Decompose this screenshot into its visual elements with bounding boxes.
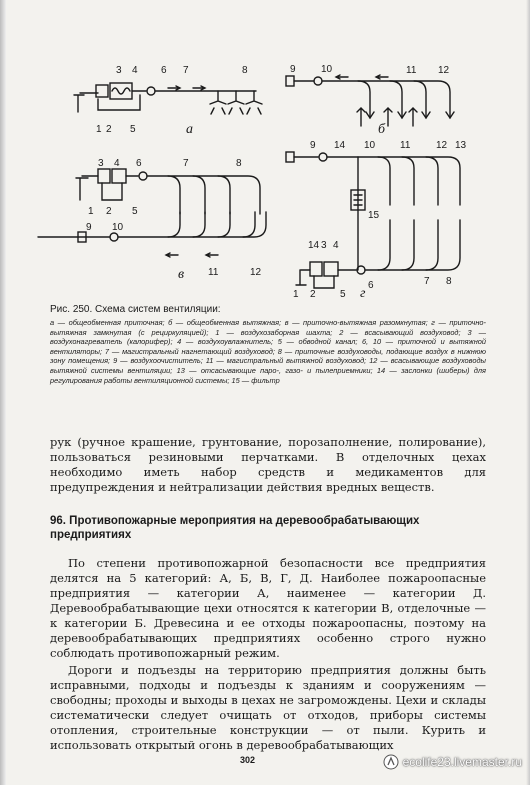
ventilation-schematic-figure: [18, 0, 523, 300]
fig-label: 11: [406, 65, 417, 76]
fig-label: 2: [310, 289, 316, 300]
fig-label: 12: [436, 140, 448, 151]
paragraph: Дороги и подъезды на территорию предприятия должны быть исправными, подходы и подъезды к зданиям и сооружениям — свободны; проходы и выходы в цехах не загромождены. Цехи и склады систематически следует очищать от отходов, приборы системы отопления, строительные конструкции — от пыли. Курить и использовать открытый огонь в деревообрабатывающих: [50, 663, 486, 752]
section-body: [50, 556, 486, 753]
fig-label: 9: [310, 140, 316, 151]
fig-label: 8: [236, 158, 242, 169]
fig-label: 1: [293, 289, 299, 300]
fig-label: 3: [116, 65, 122, 76]
fig-label: 3: [321, 240, 327, 251]
fig-label: 1: [96, 124, 102, 135]
panel-letter-b: б: [378, 122, 386, 137]
fig-label: 5: [132, 206, 138, 217]
watermark: [383, 754, 522, 770]
fig-label: 8: [242, 65, 248, 76]
fig-label: 13: [455, 140, 467, 151]
fig-label: 7: [183, 65, 189, 76]
fig-label: 10: [112, 222, 124, 233]
fig-label: 1: [88, 206, 94, 217]
fig-label: 12: [438, 65, 450, 76]
fig-label: 10: [321, 64, 333, 75]
livemaster-logo-icon: [383, 754, 399, 770]
fig-label: 9: [290, 64, 296, 75]
fig-label: 6: [368, 280, 374, 291]
panel-letter-v: в: [178, 267, 185, 282]
panel-v-diagram: [38, 169, 266, 257]
fig-label: 4: [132, 65, 138, 76]
page-left-shadow: [0, 0, 6, 785]
figure-caption: [50, 303, 486, 385]
fig-label: 6: [161, 65, 167, 76]
caption-title: Рис. 250. Схема систем вентиляции:: [50, 304, 221, 315]
fig-label: 4: [333, 240, 339, 251]
fig-label: 7: [424, 276, 430, 287]
paragraph: рук (ручное крашение, грунтование, порозаполнение, полирование), пользоваться резиновыми перчатками. В отделочных цехах необходимо иметь набор средств и медикаментов для предупреждения и нейтрализации действия вредных веществ.: [50, 435, 486, 494]
fig-label: 15: [368, 210, 380, 221]
paragraph: По степени противопожарной безопасности все предприятия делятся на 5 категорий: А, Б, В, Г, Д. Наиболее пожароопасные предприятия — категории А, наименее — категории Д. Деревообрабатывающие цехи относятся к категории В, отделочные — к категории Б. Древесина и ее отходы пожароопасны, поэтому на деревообрабатывающих предприятиях особенно строго нужно соблюдать противопожарный режим.: [50, 556, 486, 660]
watermark-text: ecolife23.livemaster.ru: [402, 755, 522, 769]
fig-label: 14: [308, 240, 320, 251]
section-heading: 96. Противопожарные мероприятия на деревообрабатывающих предприятиях: [50, 515, 420, 541]
fig-label: 9: [86, 222, 92, 233]
fig-label: 6: [136, 158, 142, 169]
fig-label: 5: [340, 289, 346, 300]
page-right-shadow: [526, 0, 530, 785]
fig-label: 10: [364, 140, 376, 151]
fig-label: 14: [334, 140, 346, 151]
fig-label: 7: [183, 158, 189, 169]
fig-label: 5: [130, 124, 136, 135]
panel-b-diagram: [286, 75, 454, 126]
panel-a-diagram: [74, 83, 262, 114]
fig-label: 11: [400, 140, 411, 151]
caption-legend: а — общеобменная приточная; б — общеобменная вытяжная; в — приточно-вытяжная разомкнутая; г — приточно-вытяжная замкнутая (с рециркуляцией); 1 — воздухозаборная шахта; 2 — всасывающий воздуховод; 3 — воздухонагреватель (калорифер); 4 — воздухоувлажнитель; 5 — обводной канал; 6, 10 — приточной и вытяжной вентиляторы; 7 — магистральный нагнетающий воздуховод; 8 — приточные воздуховоды, подающие воздух в нижнюю зону помещения; 9 — воздухоочиститель; 11 — магистральный вытяжной воздуховод; 12 — всасывающие воздуховоды вытяжной системы вентиляции; 13 — отсасывающие паро-, газо- и пылеприемники; 14 — заслонки (шиберы) для регулирования работы вентиляционной системы; 15 — фильтр: [50, 318, 486, 385]
fig-label: 2: [106, 124, 112, 135]
fig-label: 4: [114, 158, 120, 169]
panel-letter-g: г: [360, 286, 366, 300]
fig-label: 12: [250, 267, 262, 278]
fig-label: 2: [106, 206, 112, 217]
fig-label: 3: [98, 158, 104, 169]
paragraph-continuation: [50, 435, 486, 495]
fig-label: 11: [208, 267, 219, 278]
page-number: 302: [240, 755, 256, 765]
fig-label: 8: [446, 276, 452, 287]
panel-letter-a: а: [186, 122, 193, 137]
